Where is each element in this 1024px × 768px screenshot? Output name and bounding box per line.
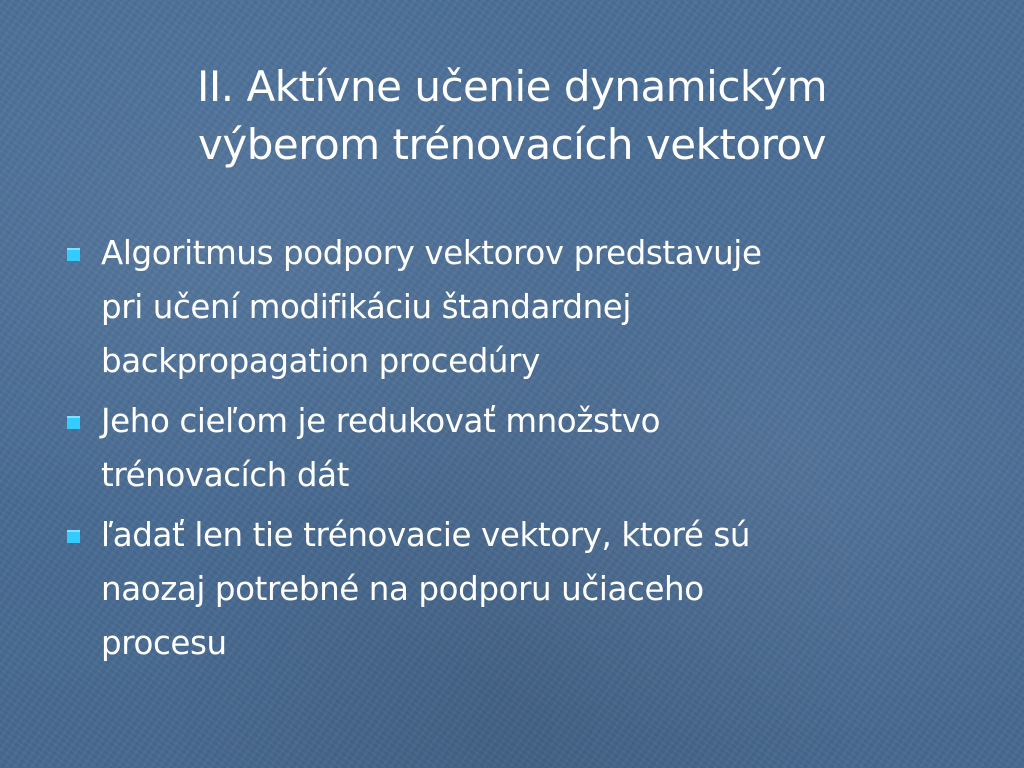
bullet-text-line: Algoritmus podpory vektorov predstavuje bbox=[101, 234, 762, 272]
bullet-item bbox=[64, 394, 964, 502]
square-bullet-icon bbox=[67, 248, 80, 261]
bullet-text-line: procesu bbox=[101, 624, 227, 662]
bullet-text-line: ľadať len tie trénovacie vektory, ktoré sú bbox=[101, 516, 751, 554]
square-bullet-icon bbox=[67, 416, 80, 429]
bullet-text-line: Jeho cieľom je redukovať množstvo bbox=[101, 402, 661, 440]
square-bullet-icon bbox=[67, 530, 80, 543]
slide-title bbox=[40, 58, 984, 174]
bullet-text-line: pri učení modifikáciu štandardnej bbox=[101, 288, 632, 326]
bullet-text-line: naozaj potrebné na podporu učiaceho bbox=[101, 570, 704, 608]
bullet-text-line: backpropagation procedúry bbox=[101, 342, 540, 380]
bullet-text-line: trénovacích dát bbox=[101, 456, 350, 494]
bullet-list bbox=[64, 226, 964, 676]
bullet-item bbox=[64, 226, 964, 388]
slide-title-line: výberom trénovacích vektorov bbox=[198, 120, 826, 169]
slide-title-line: II. Aktívne učenie dynamickým bbox=[197, 62, 827, 111]
bullet-item bbox=[64, 508, 964, 670]
